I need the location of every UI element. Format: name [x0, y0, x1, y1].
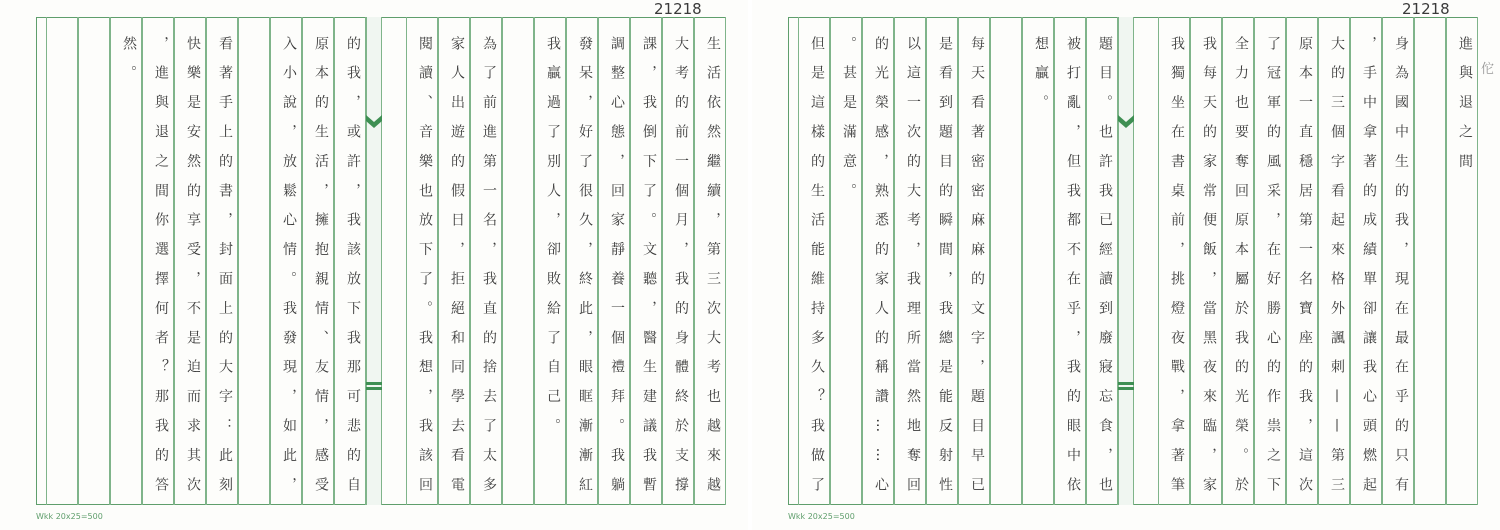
manuscript-column: [534, 17, 566, 505]
column-text: 快樂是安然的享受，不是迫而求其次: [185, 36, 201, 507]
sheet-number: 21218: [654, 0, 702, 18]
manuscript-column: [1446, 17, 1478, 505]
manuscript-sheet-right: [752, 0, 1500, 530]
manuscript-column: [1190, 17, 1222, 505]
manuscript-column: [1414, 17, 1446, 505]
manuscript-column: [1318, 17, 1350, 505]
manuscript-sheet-left: [0, 0, 748, 530]
column-text: 發呆，好了很久，終此，眼眶漸漸紅: [577, 36, 593, 507]
manuscript-column: [958, 17, 990, 505]
manuscript-column: [694, 17, 726, 505]
column-text: ，進與退之間你選擇何者？那我的答: [153, 36, 169, 507]
column-text: 為了前進第一名，我直的捨去了太多: [481, 36, 497, 507]
column-text: 題目。也許我已經讀到廢寢忘食，也: [1097, 36, 1113, 507]
column-text: 生活依然繼續，第三次大考也越來越: [705, 36, 721, 507]
manuscript-column: [110, 17, 142, 505]
manuscript-column: [406, 17, 438, 505]
column-text: 的我，或許，我該放下我那可悲的自: [345, 36, 361, 507]
column-text: ，手中拿著的成績單卻讓我心頭燃起: [1361, 36, 1377, 507]
pencil-mark: 佗: [1480, 62, 1494, 77]
manuscript-column: [438, 17, 470, 505]
column-text: 被打亂，但我都不在乎，我的眼中依: [1065, 36, 1081, 507]
manuscript-column: [1054, 17, 1086, 505]
paper-footer: Wkk 20x25=500: [788, 512, 855, 521]
column-text: 我每天的家常便飯，當黑夜來臨，家: [1201, 36, 1217, 507]
column-text: 原本的生活，擁抱親情、友情，感受: [313, 36, 329, 507]
manuscript-column: [174, 17, 206, 505]
manuscript-column: [334, 17, 366, 505]
paper-footer: Wkk 20x25=500: [36, 512, 103, 521]
manuscript-column: [566, 17, 598, 505]
manuscript-column: [830, 17, 862, 505]
column-text: 。甚是滿意。: [841, 36, 857, 213]
column-text: 大的三個字看起來格外諷刺——第三: [1329, 36, 1345, 507]
column-text: 每天看著密密麻麻的文字，題目早已: [969, 36, 985, 507]
column-text: 了冠軍的風采，在好勝心的作祟之下: [1265, 36, 1281, 507]
manuscript-column: [470, 17, 502, 505]
manuscript-column: [270, 17, 302, 505]
column-text: 大考的前一個月，我的身體終於支撐: [673, 36, 689, 507]
column-text: 是看到題目的瞬間，我總是能反射性: [937, 36, 953, 507]
center-fold-strip: [366, 17, 382, 505]
column-text: 全力也要奪回原本屬於我的光榮。於: [1233, 36, 1249, 507]
fold-marker-icon: [1118, 115, 1134, 129]
column-text: 以這一次的大考，我理所當然地奪回: [905, 36, 921, 507]
manuscript-column: [206, 17, 238, 505]
column-text: 家人出遊的假日，拒絕和同學去看電: [449, 36, 465, 507]
manuscript-column: [302, 17, 334, 505]
manuscript-column: [894, 17, 926, 505]
manuscript-column: [1022, 17, 1054, 505]
column-text: 的光榮感，熟悉的家人的稱讚……心: [873, 36, 889, 507]
manuscript-column: [926, 17, 958, 505]
sheet-number: 21218: [1402, 0, 1450, 18]
manuscript-column: [630, 17, 662, 505]
column-text: 調整心態，回家靜養一個禮拜。我躺: [609, 36, 625, 507]
manuscript-column: [1286, 17, 1318, 505]
manuscript-column: [662, 17, 694, 505]
manuscript-column: [1382, 17, 1414, 505]
column-text: 進與退之間: [1457, 36, 1473, 183]
column-text: 身為國中生的我，現在最在乎的只有: [1393, 36, 1409, 507]
column-text: 我獨坐在書桌前，挑燈夜戰，拿著筆: [1169, 36, 1185, 507]
manuscript-column: [990, 17, 1022, 505]
column-text: 課，我倒下了。文聽，醫生建議我暫: [641, 36, 657, 507]
column-text: 但是這樣的生活能維持多久？我做了: [809, 36, 825, 507]
manuscript-column: [142, 17, 174, 505]
manuscript-column: [598, 17, 630, 505]
manuscript-column: [46, 17, 78, 505]
manuscript-column: [78, 17, 110, 505]
manuscript-column: [1222, 17, 1254, 505]
column-text: 原本一直穩居第一名寶座的我，這次: [1297, 36, 1313, 507]
manuscript-column: [1086, 17, 1118, 505]
column-text: 看著手上的書，封面上的大字：此刻: [217, 36, 233, 507]
fold-marker-icon: [1118, 379, 1134, 393]
manuscript-column: [798, 17, 830, 505]
column-text: 閱讀、音樂也放下了。我想，我該回: [417, 36, 433, 507]
column-text: 入小說，放鬆心情。我發現，如此，: [281, 36, 297, 507]
manuscript-column: [1254, 17, 1286, 505]
manuscript-column: [1350, 17, 1382, 505]
manuscript-column: [502, 17, 534, 505]
center-fold-strip: [1118, 17, 1134, 505]
column-text: 想贏。: [1033, 36, 1049, 125]
column-text: 然。: [121, 36, 137, 95]
fold-marker-icon: [366, 379, 382, 393]
manuscript-column: [862, 17, 894, 505]
column-text: 我贏過了別人，卻敗給了自己。: [545, 36, 561, 448]
manuscript-column: [238, 17, 270, 505]
fold-marker-icon: [366, 115, 382, 129]
manuscript-column: [1158, 17, 1190, 505]
